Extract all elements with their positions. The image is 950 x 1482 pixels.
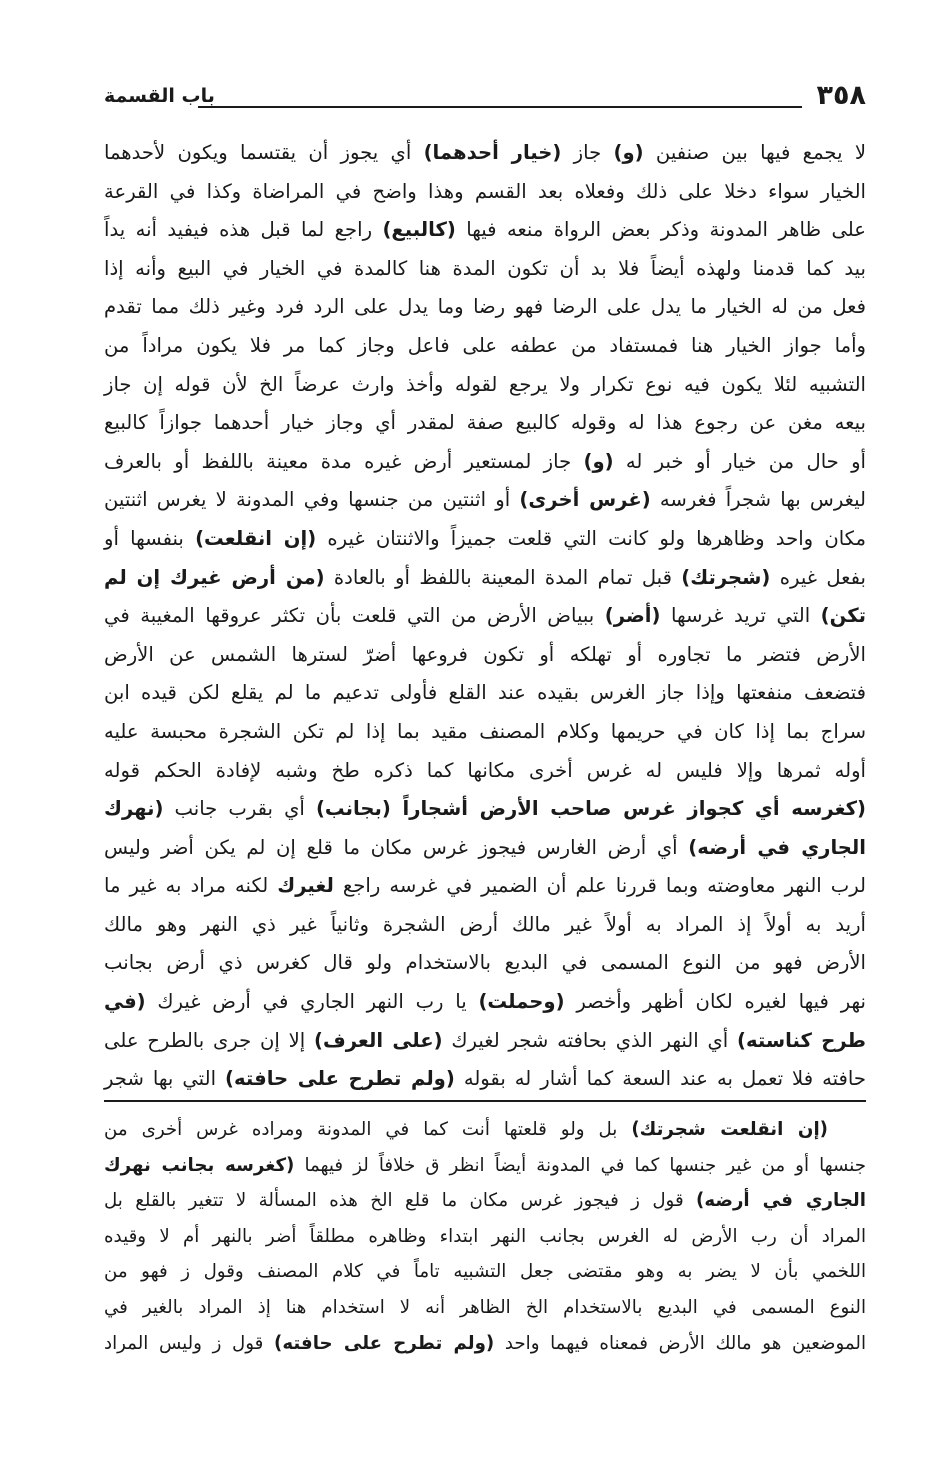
bold-term: (كالبيع) (382, 218, 456, 242)
text-line (104, 559, 866, 598)
text-run: لكنه مراد به غير ما (104, 874, 278, 898)
text-run: أي بقرب جانب (163, 797, 316, 821)
main-text (104, 134, 866, 1099)
page-header (104, 76, 866, 116)
text-run: اللخمي بأن لا يضر به وهو مقتضى جعل التشبيه تاماً في كلام المصنف وقول ز فهو من (104, 1261, 866, 1283)
text-run: قبل تمام المدة المعينة باللفظ أو بالعادة (324, 565, 682, 589)
text-line (104, 327, 866, 366)
footnote-line (104, 1112, 866, 1148)
footnote-separator (104, 1100, 866, 1102)
text-run: حافته فلا تعمل به عند السعة كما أشار له بقوله (454, 1067, 866, 1091)
text-line (104, 173, 866, 212)
text-run: بنفسها أو (104, 526, 196, 550)
text-run: أو حال من خيار أو خبر له (613, 449, 867, 473)
text-run: أوله ثمرها وإلا فليس له غرس أخرى مكانها كما ذكره طخ وشبه لإفادة الحكم قوله (104, 758, 866, 782)
text-run: يا رب النهر الجاري في أرض غيرك (145, 990, 479, 1014)
bold-term: (من أرض غيرك إن لم (104, 565, 325, 589)
bold-term: الجاري في أرضه) (696, 1190, 866, 1212)
bold-term: (إن انقلعت) (195, 526, 317, 550)
bold-term: (على العرف) (314, 1028, 443, 1052)
text-run: فتضعف منفعتها وإذا جاز الغرس بقيده عند القلع فأولى تدعيم ما لم يقلع لكن قيده ابن (104, 681, 866, 705)
bold-term: الجاري في أرضه) (688, 835, 867, 859)
text-run: جاز (561, 141, 614, 164)
text-line (104, 404, 866, 443)
bold-term: لغيرك (277, 874, 334, 898)
footnote-line (104, 1148, 866, 1184)
text-line (104, 288, 866, 327)
text-line (104, 520, 866, 559)
text-run: وأما جواز الخيار هنا فمستفاد من عطفه على فاعل وجاز كما مر فلا يكون مراداً من (104, 333, 866, 357)
text-line (104, 867, 866, 906)
text-line (104, 1022, 866, 1061)
text-run: أريد به أولاً إذ المراد به أولاً غير مالك أرض الشجرة وثانياً غير ذي النهر وهو مالك (104, 912, 866, 936)
bold-term: (خيار أحدهما) (423, 141, 562, 164)
text-run: بل ولو قلعتها أنت كما في المدونة ومراده غرس أخرى من (104, 1119, 632, 1140)
text-run: إلا إن جرى بالطرح على (104, 1028, 315, 1052)
bold-term: تكن) (820, 604, 866, 628)
text-run: لرب النهر معاوضته وبما قررنا علم أن الضمير في غرسه راجع (333, 874, 867, 898)
bold-term: (و) (583, 449, 614, 473)
chapter-title: باب القسمة (104, 85, 215, 107)
text-run: أي النهر الذي بحافته شجر لغيرك (442, 1028, 738, 1052)
bold-term: (غرس أخرى) (519, 488, 651, 512)
text-line (104, 636, 866, 675)
text-run: لا يجمع فيها بين صنفين (643, 141, 866, 164)
text-line (104, 211, 866, 250)
text-line (104, 674, 866, 713)
text-line (104, 443, 866, 482)
text-run: جنسها أو من غير جنسها كما في المدونة أيضاً انظر ق خلافاً لز فيهما (294, 1154, 867, 1176)
text-run: التشبيه لئلا يكون فيه نوع تكرار ولا يرجع لقوله وأخذ وارث عرضاً الخ لأن قوله إن جاز (104, 372, 866, 396)
bold-term: (إن انقلعت شجرتك) (631, 1119, 828, 1140)
text-line (104, 1060, 866, 1099)
text-run: على ظاهر المدونة وذكر بعض الرواة منعه فيها (455, 218, 866, 242)
text-line (104, 829, 866, 868)
text-line (104, 983, 866, 1022)
text-line (104, 752, 866, 791)
bold-term: (في (104, 990, 146, 1014)
footnote-line (104, 1183, 866, 1219)
text-run: الموضعين هو مالك الأرض فمعناه فيهما واحد (494, 1332, 866, 1354)
text-run: فعل من له الخيار ما يدل على الرضا فهو رضا وما يدل على الرد فرد وغير ذلك مما تقدم (104, 295, 866, 319)
text-run: النوع المسمى في البديع بالاستخدام الخ الظاهر أنه لا استخدام هنا إذ المراد بالغير في (104, 1296, 866, 1318)
header-rule (198, 106, 802, 108)
bold-term: (كغرسه بجانب نهرك (104, 1154, 295, 1176)
text-run: المراد أن رب الأرض له الغرس بجانب النهر ابتداء وظاهره مطلقاً أضر بالنهر أم لا وقيده (104, 1225, 866, 1247)
bold-term: (وحملت) (478, 990, 565, 1014)
text-run: أو اثنتين من جنسها وفي المدونة لا يغرس اثنتين (104, 488, 520, 512)
footnote-line (104, 1219, 866, 1255)
text-line (104, 134, 866, 173)
text-run: بيعه مغن عن رجوع هذا له وقوله كالبيع صفة لمقدر أي وجاز خيار أحدهما جوازاً كالبيع (104, 411, 866, 435)
text-run: راجع لما قبل هذه فيفيد أنه يداً (104, 218, 383, 242)
text-run: أي أرض الغارس فيجوز غرس مكان ما قلع إن لم يكن أضر وليس (104, 835, 689, 859)
footnote-line (104, 1290, 866, 1326)
text-line (104, 713, 866, 752)
text-run: أي يجوز أن يقتسما ويكون لأحدهما (104, 141, 424, 164)
text-line (104, 366, 866, 405)
text-run: بفعل غيره (770, 565, 866, 589)
footnote-text (104, 1112, 866, 1361)
text-run: ببياض الأرض من التي قلعت بأن تكثر عروقها المغيبة في (104, 604, 605, 628)
page-number: ٣٥٨ (816, 80, 866, 111)
text-run: الخيار سواء دخلا على ذلك وفعلاه بعد القسم وهذا واضح في المراضاة وكذا في القرعة (104, 179, 866, 203)
text-line (104, 250, 866, 289)
text-run: نهر فيها لغيره لكان أظهر وأخصر (564, 990, 866, 1014)
text-run: قول ز فيجوز غرس مكان ما قلع الخ هذه المسألة لا تتغير بالقلع بل (104, 1190, 697, 1212)
text-line (104, 944, 866, 983)
bold-term: (شجرتك) (681, 565, 771, 589)
bold-term: طرح كناسته) (737, 1028, 867, 1052)
bold-term: (نهرك (104, 797, 164, 821)
text-run: التي بها شجر (104, 1067, 226, 1091)
bold-term: (ولم تطرح على حافته) (225, 1067, 455, 1091)
text-run: الأرض فتضر ما تجاوره أو تهلكه أو تكون فروعها أضرّ لسترها الشمس عن الأرض (104, 642, 866, 666)
text-line (104, 481, 866, 520)
bold-term: (كغرسه أي كجواز غرس صاحب الأرض أشجاراً (بجانب) (315, 797, 867, 821)
footnote-line (104, 1254, 866, 1290)
text-run: جاز لمستعير أرض غيره مدة معينة باللفظ أو بالعرف (104, 449, 584, 473)
text-run: بيد كما قدمنا ولهذه أيضاً فلا بد أن تكون المدة هنا كالمدة في الخيار في البيع وأنه إذا (104, 256, 866, 280)
bold-term: (و) (613, 141, 644, 164)
text-run: قول ز وليس المراد (104, 1332, 275, 1354)
bold-term: (ولم تطرح على حافته) (274, 1332, 495, 1354)
text-line (104, 597, 866, 636)
text-run: التي تريد غرسها (660, 604, 821, 628)
text-run: مكان واحد وظاهرها ولو كانت التي قلعت جميزاً والاثنتان غيره (316, 526, 866, 550)
bold-term: (أضر) (604, 604, 661, 628)
footnote-line (104, 1326, 866, 1362)
text-line (104, 790, 866, 829)
text-run: سراج بما إذا كان في حريمها وكلام المصنف مقيد بما إذا لم تكن الشجرة محبسة عليه (104, 719, 866, 743)
text-run: الأرض فهو من النوع المسمى في البديع بالاستخدام ولو قال كغرس ذي أرض بجانب (104, 951, 866, 975)
text-line (104, 906, 866, 945)
text-run: ليغرس بها شجراً فغرسه (650, 488, 866, 512)
